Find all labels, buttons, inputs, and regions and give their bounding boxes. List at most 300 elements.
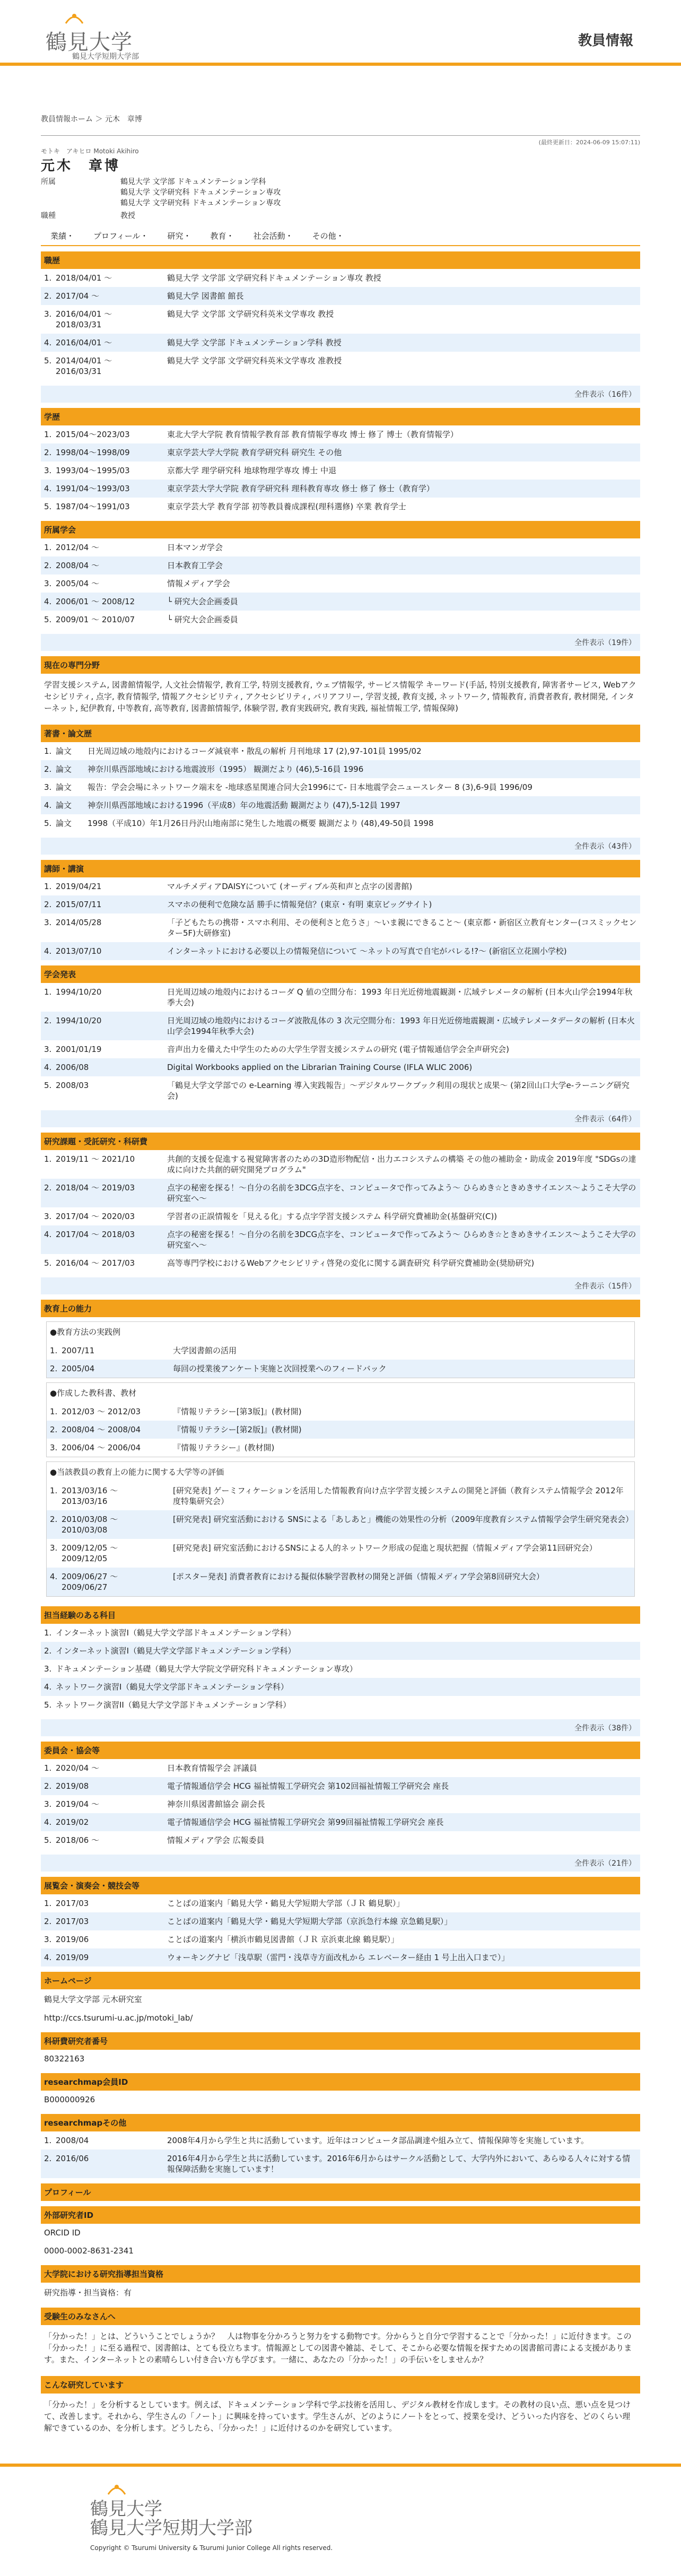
item-date: 2001/01/19 [56,1045,102,1054]
item-text: [研究発表] ゲーミフィケーションを活用した情報教育向け点字学習支援システムの開発と評価（教育システム情報学会 2012年度特集研究会） [173,1486,624,1506]
logo-subtext: 鶴見大学短期大学部 [72,53,139,61]
item-number: 4. [44,1953,52,1962]
item-number: 5. [44,1700,52,1710]
spacer [41,1601,640,1604]
item-text: 1998（平成10）年1月26日丹沢山地南部に発生した地震の概要 観測だより (48),49-50員 1998 [88,819,434,828]
section-research [41,2376,640,2442]
item-number: 5. [44,1081,52,1090]
section-heading: 委員会・協会等 [41,1742,640,1759]
item-date: 2017/04 ～ [56,291,100,301]
item-text: └ 研究大会企画委員 [167,597,238,606]
section-heading: 外部研究者ID [41,2206,640,2224]
item-number: 5. [44,1835,52,1845]
site-logo[interactable] [46,10,173,60]
item-number: 2. [50,1425,58,1434]
section-teaching [41,1300,640,1604]
spacer [41,1736,640,1739]
section-courses [41,1606,640,1739]
section-heading: 展覧会・演奏会・競技会等 [41,1877,640,1894]
list-item [41,1912,640,1930]
item-text: 東京学芸大学大学院 教育学研究科 研究生 その他 [167,448,342,457]
list-item [41,334,640,352]
show-all-link[interactable]: 全件表示（43件） [41,838,640,855]
menu-profile[interactable]: プロフィール・ [93,231,149,241]
section-heading: 学歴 [41,408,640,425]
section-heading: 受験生のみなさんへ [41,2308,640,2325]
spacer [41,2439,640,2442]
item-text: 神奈川県西部地域における1996（平成8）年の地震活動 観測だより (47),5-12員 1997 [88,800,400,810]
item-date: 2018/04/01 ～ [56,273,112,283]
item-date: 2019/04 ～ [56,1799,100,1809]
item-text: 電子情報通信学会 HCG 福祉情報工学研究会 第99回福祉情報工学研究会 座長 [167,1817,444,1827]
section-text: 「分かった！」とは、どういうことでしょうか？ 人は物事を分かろうと努力をする動物です。分からうと自分で学習することで「分かった！」に近付きます。この「分かった！」に至る過程で、図書館は、とても役立ちます。情報源としての図書や雑誌、そして、そこから必要な情報を探すための図書館司書による支援があります。また、インターネットとの素晴らしい付き合い方も学びます。一緒に、あなたの「分かった！」の手伝いをしませんか？ [44,2331,632,2364]
job-title-value: 教授 [120,212,135,220]
footer-logo-line1: 鶴見大学 [90,2499,162,2520]
spacer [41,960,640,963]
list-item [41,1040,640,1058]
list-item [41,877,640,895]
item-date: 2006/08 [56,1063,89,1072]
list-item [41,1813,640,1831]
item-date: 1994/10/20 [56,1016,102,1025]
teacher-name: 元木 章博 [41,158,121,174]
list-item [41,593,640,611]
list-item [41,1012,640,1040]
section-heading: 所属学会 [41,521,640,538]
list-item [41,1660,640,1678]
section-label: ORCID ID [44,2228,81,2238]
item-date: 2017/04 ～ 2018/03 [56,1230,135,1239]
item-text: 学習者の正誤情報を「見える化」する点字学習支援システム 科学研究費補助金(基盤研究(C)) [167,1212,497,1221]
row-list [41,2131,640,2178]
show-all-link[interactable]: 全件表示（21件） [41,1855,640,1872]
list-item [41,778,640,796]
item-type: 論文 [56,746,72,756]
divider [41,127,640,136]
job-title-label: 職種 [41,212,56,220]
item-text: 「鶴見大学文学部での e-Learning 導入実践報告」～デジタルワークブック利用の現状と成果～ (第2回山口大学e-ラーニング研究会) [167,1081,630,1101]
list-item [41,1207,640,1225]
item-text: 神奈川県図書館協会 副会長 [167,1799,265,1809]
affiliation-value [120,175,640,209]
menu-achievements[interactable]: 業績・ [50,231,75,241]
item-text: 鶴見大学 文学部 文学研究科英米文学専攻 教授 [167,309,334,319]
spacer [41,2178,640,2181]
item-number: 1. [44,1154,52,1164]
item-number: 1. [44,1628,52,1638]
item-date: 2012/04 ～ [56,543,100,552]
item-number: 5. [44,502,52,511]
spacer [41,246,640,249]
item-number: 2. [44,900,52,909]
section-rmid [41,2073,640,2112]
item-text: 高等専門学校におけるWebアクセシビリティ啓発の変化に関する調査研究 科学研究費補助金(奨励研究) [167,1258,535,1268]
spacer [41,2109,640,2112]
item-date: 2009/01 ～ 2010/07 [56,615,135,624]
item-text: └ 研究大会企画委員 [167,615,238,624]
item-number: 1. [44,746,52,756]
affiliation-line: 鶴見大学 文学部 ドキュメンテーション学科 [120,178,266,186]
item-number: 4. [44,1063,52,1072]
menu-social[interactable]: 社会活動・ [253,231,293,241]
item-text: 大学図書館の活用 [173,1346,237,1355]
menu-other[interactable]: その他・ [312,231,344,241]
item-text: [研究発表] 研究室活動における SNSによる「あしあと」機能の効果性の分析（2009年度教育システム情報学会学生研究発表会） [173,1515,634,1524]
item-date: 2005/04 [62,1364,95,1373]
item-text: 点字の秘密を探る！～自分の名前を3DCG点字を、コンピュータで作ってみよう～ ひらめき☆ときめきサイエンス～ようこそ大学の研究室へ～ [167,1230,636,1250]
item-date: 2010/03/08 ～ 2010/03/08 [62,1515,118,1535]
list-item [41,913,640,942]
item-date: 1994/10/20 [56,987,102,997]
item-text: 情報メディア学会 広報委員 [167,1835,265,1845]
list-item [41,1150,640,1179]
list-item [47,1510,634,1539]
list-item [41,942,640,960]
item-text: 鶴見大学 文学部 文学研究科ドキュメンテーション専攻 教授 [167,273,381,283]
item-date: 2006/01 ～ 2008/12 [56,597,135,606]
section-homepage [41,1972,640,2030]
main-content [41,66,640,2442]
list-item [41,575,640,593]
homepage-line: 鶴見大学文学部 元木研究室 [44,1995,142,2004]
item-number: 2. [44,1781,52,1791]
spacer [41,719,640,723]
list-item [47,1421,634,1439]
item-text: 報告：学会会場にネットワーク端末を -地球惑星関連合同大会1996にて- 日本地震学会ニュースレター 8 (3),6-9員 1996/09 [88,782,532,792]
site-header [0,0,681,66]
item-date: 2009/06/27 ～ 2009/06/27 [62,1572,118,1592]
list-item [41,1795,640,1813]
section-value: 研究指導・担当資格：有 [44,2288,132,2297]
item-date: 2006/04 ～ 2006/04 [62,1443,141,1452]
item-number: 3. [44,579,52,588]
item-date: 2012/03 ～ 2012/03 [62,1407,141,1416]
list-item [41,1831,640,1849]
row-list [41,983,640,1105]
section-heading: 科研費研究者番号 [41,2032,640,2050]
item-text: ことばの道案内「鶴見大学・鶴見大学短期大学部（ＪＲ 鶴見駅）」 [167,1899,405,1908]
item-date: 2008/04 ～ [56,561,100,570]
item-text: 『情報リテラシー[第2版]』(教材開) [173,1425,302,1434]
item-number: 2. [44,764,52,774]
section-heading: researchmapその他 [41,2114,640,2131]
spacer [41,2371,640,2374]
list-item [41,814,640,832]
row-list [41,1894,640,1966]
item-number: 4. [44,800,52,810]
teaching-methods [46,1321,635,1378]
spacer [41,516,640,519]
spacer [41,2027,640,2030]
item-number: 4. [44,484,52,493]
item-number: 1. [44,273,52,283]
item-text: 鶴見大学 文学部 ドキュメンテーション学科 教授 [167,338,342,347]
section-heading: プロフィール [41,2183,640,2201]
item-number: 1. [44,987,52,997]
item-date: 2013/07/10 [56,946,102,956]
show-all-link[interactable]: 全件表示（15件） [41,1277,640,1294]
logo-text: 鶴見大学 [46,30,133,55]
list-item [41,538,640,556]
item-date: 2013/03/16 ～ 2013/03/16 [62,1486,118,1506]
list-item [41,498,640,516]
item-type: 論文 [56,782,72,792]
item-date: 2016/04/01 ～ [56,338,112,347]
list-item [41,1254,640,1272]
menu-bar [41,228,640,246]
section-grants [41,1133,640,1298]
section-exhibits [41,1877,640,1970]
menu-research[interactable]: 研究・ [167,231,191,241]
item-date: 2016/04 ～ 2017/03 [56,1258,135,1268]
item-date: 2018/06 ～ [56,1835,100,1845]
item-number: 1. [44,1763,52,1773]
site-footer [0,2464,681,2554]
item-date: 2008/03 [56,1081,89,1090]
list-item [47,1539,634,1568]
item-number: 5. [44,356,52,365]
row-list [41,269,640,380]
row-list [41,1624,640,1714]
section-profile [41,2183,640,2204]
item-number: 1. [50,1346,58,1355]
show-all-link[interactable]: 全件表示（64件） [41,1110,640,1127]
list-item [41,1058,640,1076]
list-item [41,796,640,814]
list-item [47,1482,634,1510]
item-text: 電子情報通信学会 HCG 福祉情報工学研究会 第102回福祉情報工学研究会 座長 [167,1781,449,1791]
affiliation-label: 所属 [41,178,56,186]
list-item [41,760,640,778]
crane-crest-icon [64,10,85,25]
item-number: 3. [44,782,52,792]
item-text: 情報メディア学会 [167,579,230,588]
item-date: 2007/11 [62,1346,95,1355]
item-number: 1. [44,543,52,552]
show-all-link[interactable]: 全件表示（38件） [41,1719,640,1736]
section-heading: 研究課題・受託研究・科研費 [41,1133,640,1150]
section-value: 0000-0002-8631-2341 [44,2246,134,2256]
item-number: 1. [50,1486,58,1495]
section-position [41,2265,640,2305]
item-number: 5. [44,819,52,828]
name-kana: モトキ アキヒロ Motoki Akihiro [41,147,139,155]
item-number: 1. [44,1899,52,1908]
section-heading: 著書・論文歴 [41,725,640,742]
item-date: 2015/07/11 [56,900,102,909]
row-list [41,1759,640,1849]
spacer [41,2302,640,2305]
spacer [41,651,640,654]
item-type: 論文 [56,764,72,774]
list-item [41,2131,640,2149]
item-text: 点字の秘密を探る！～自分の名前を3DCG点字を、コンピュータで作ってみよう～ ひらめき☆ときめきサイエンス～ようこそ大学の研究室へ～ [167,1183,636,1203]
item-text: 日光周辺域の地殻内におけるコーダ波散乱体の 3 次元空間分布：1993 年日光近傍地震観測・広域テレメータデータの解析 (日本火山学会1994年秋季大会) [167,1016,635,1036]
show-all-link[interactable]: 全件表示（16件） [41,386,640,403]
item-text: 2016年4月から学生と共に活動しています。2016年6月からはサークル活動として、大学内外において、あらゆる人々に対する情報保障活動を実施しています！ [167,2154,631,2174]
list-item [41,1930,640,1948]
item-type: 論文 [56,819,72,828]
section-heading: 学会発表 [41,965,640,983]
profile-info-table [41,175,640,222]
item-text: ネットワーク演習II（鶴見大学文学部ドキュメンテーション学科） [56,1700,291,1710]
item-number: 2. [44,1183,52,1193]
item-date: 1991/04～1993/03 [56,484,130,493]
list-item [41,1678,640,1696]
item-number: 4. [44,1817,52,1827]
spacer [41,2201,640,2204]
list-item [41,287,640,305]
row-list [47,1482,634,1596]
item-text: 東北大学大学院 教育情報学教育部 教育情報学専攻 博士 修了 博士（教育情報学） [167,430,458,439]
row-list [41,1150,640,1272]
item-number: 3. [50,1543,58,1553]
section-heading: researchmap会員ID [41,2073,640,2091]
item-number: 3. [44,1045,52,1054]
item-number: 4. [44,946,52,956]
section-heading: 職歴 [41,251,640,269]
section-text: 「分かった！」を分析するとしています。例えば、ドキュメンテーション学科で学ぶ技術を活用し、デジタル教材を作成します。その教材の良い点、悪い点を見つけて、改善します。それから、学生さんの「ノート」に興味を持っています。学生さんが、どのようにノートをとって、授業を受け、どういった内容を、どのくらい理解できているのか、を分析します。どうしたら、「分かった！」に近付けるのかを研究しています。 [44,2400,631,2433]
spacer [41,2260,640,2263]
copyright: Copyright © Tsurumi University & Tsurumi Junior College All rights reserved. [90,2544,333,2552]
teaching-evaluation [46,1461,635,1597]
item-number: 3. [44,1664,52,1674]
item-text: 東京学芸大学 教育学部 初等教員養成課程(理科選修) 卒業 教育学士 [167,502,406,511]
spacer [41,1872,640,1875]
section-heading: こんな研究しています [41,2376,640,2394]
section-text: 学習支援システム, 図書館情報学, 人文社会情報学, 教育工学, 特別支援教育, ウェブ情報学, サービス情報学 キーワード(手話, 特別支援教育, 障害者サービス, Webアクセシビリティ, 点字, 教育情報学, 情報アクセシビリティ, アクセシビリティ, バリアフリー, 学習支援, 教育支援, ネットワーク, 情報教育, 消費者教育, 教材開発, インターネット, 紀伊教育, 中等教育, 高等教育, 図書館情報学, 体験学習, 教育実践研究, 教育実践, 福祉情報工学, 情報保障) [44,680,636,713]
item-date: 2017/03 [56,1899,89,1908]
row-list [41,538,640,629]
item-type: 論文 [56,800,72,810]
section-lectures [41,860,640,963]
item-number: 3. [44,1799,52,1809]
list-item [41,269,640,287]
item-number: 3. [44,309,52,319]
menu-education[interactable]: 教育・ [210,231,234,241]
item-number: 2. [44,1646,52,1656]
spacer [41,855,640,858]
list-item [41,895,640,913]
item-number: 2. [44,561,52,570]
item-number: 2. [44,1016,52,1025]
item-date: 2018/04 ～ 2019/03 [56,1183,135,1193]
item-number: 1. [44,430,52,439]
item-date: 2019/06 [56,1935,89,1944]
item-text: 東京学芸大学大学院 教育学研究科 理科教育専攻 修士 修了 修士（教育学） [167,484,434,493]
section-message [41,2308,640,2374]
item-number: 3. [44,1212,52,1221]
item-number: 4. [44,338,52,347]
item-number: 1. [50,1407,58,1416]
item-number: 3. [44,1935,52,1944]
list-item [41,352,640,380]
list-item [41,443,640,462]
section-external [41,2206,640,2263]
list-item [47,1360,634,1378]
item-text: マルチメディアDAISYについて (オーディブル英和声と点字の図書館) [167,882,413,891]
show-all-link[interactable]: 全件表示（19件） [41,634,640,651]
section-kaken [41,2032,640,2071]
item-text: 毎回の授業後アンケート実施と次回授業へのフィードバック [173,1364,387,1373]
item-text: 日本マンガ学会 [167,543,223,552]
section-value: 80322163 [44,2054,85,2064]
item-text: 『情報リテラシー』(教材開) [173,1443,275,1452]
item-text: 音声出力を備えた中学生のための大学生学習支援システムの研究 (電子情報通信学会全声研究会) [167,1045,509,1054]
row-list [41,877,640,960]
section-committee [41,1742,640,1875]
item-date: 2016/04/01 ～ 2018/03/31 [56,309,112,329]
list-item [41,1696,640,1714]
list-item [41,556,640,575]
item-date: 2016/06 [56,2154,89,2163]
teaching-textbooks [46,1382,635,1457]
item-date: 1998/04～1998/09 [56,448,130,457]
affiliation-line: 鶴見大学 文学研究科 ドキュメンテーション専攻 [120,199,281,207]
section-field [41,656,640,723]
item-number: 2. [44,291,52,301]
breadcrumb-home-link[interactable]: 教員情報ホーム [41,115,93,124]
item-number: 4. [44,597,52,606]
item-date: 2008/04 ～ 2008/04 [62,1425,141,1434]
item-date: 2009/12/05 ～ 2009/12/05 [62,1543,118,1563]
header-title: 教員情報 [578,33,633,49]
item-number: 1. [44,882,52,891]
item-number: 4. [44,1682,52,1692]
list-item [47,1403,634,1421]
item-text: スマホの便利で危険な話 勝手に情報発信？(東京・有明 東京ビッグサイト) [167,900,432,909]
sections-root [41,251,640,2442]
item-number: 1. [44,2136,52,2145]
item-text: 2008年4月から学生と共に活動しています。近年はコンピュータ部品調達や組み立て、情報保障等を実施しています。 [167,2136,589,2145]
section-society [41,521,640,654]
spacer [41,1294,640,1298]
item-text: 共創的支援を促進する視覚障害者のための3D造形物配信・出力エコシステムの構築 その他の補助金・助成金 2019年度 "SDGsの達成に向けた共創的研究開発プログラム" [167,1154,636,1174]
item-text: 日光周辺域の地殻内におけるコーダ減衰率・散乱の解析 月刊地球 17 (2),97-101員 1995/02 [88,746,422,756]
item-text: インターネット演習I（鶴見大学文学部ドキュメンテーション学科） [56,1628,296,1638]
last-updated: (最終更新日：2024-06-09 15:07:11) [538,139,640,146]
row-list [41,425,640,516]
item-text: [ポスター発表] 消費者教育における擬似体験学習教材の開発と評価（情報メディア学会第8回研究大会） [173,1572,544,1581]
item-date: 2015/04～2023/03 [56,430,130,439]
item-number: 2. [50,1364,58,1373]
list-item [41,425,640,443]
item-date: 2005/04 ～ [56,579,100,588]
item-date: 2019/02 [56,1817,89,1827]
item-text: 『情報リテラシー[第3版]』(教材開) [173,1407,302,1416]
list-item [41,1777,640,1795]
list-item [47,1342,634,1360]
item-text: ネットワーク演習I（鶴見大学文学部ドキュメンテーション学科） [56,1682,289,1692]
homepage-link[interactable]: http://ccs.tsurumi-u.ac.jp/motoki_lab/ [44,2013,193,2023]
item-number: 5. [44,1258,52,1268]
affiliation-line: 鶴見大学 文学研究科 ドキュメンテーション専攻 [120,188,281,197]
section-education [41,408,640,519]
section-heading: 大学院における研究指導担当資格 [41,2265,640,2283]
item-date: 2020/04 ～ [56,1763,100,1773]
breadcrumb-separator: ＞ [93,115,105,124]
list-item [41,1076,640,1105]
item-text: ドキュメンテーション基礎（鶴見大学大学院文学研究科ドキュメンテーション専攻） [56,1664,357,1674]
footer-logo[interactable] [48,2481,270,2539]
section-papers [41,725,640,858]
section-career [41,251,640,406]
spacer [41,1127,640,1130]
item-number: 3. [44,466,52,475]
row-list [47,1342,634,1378]
footer-logo-line2: 鶴見大学短期大学部 [90,2518,252,2539]
item-text: Digital Workbooks applied on the Librarian Training Course (IFLA WLIC 2006) [167,1063,473,1072]
